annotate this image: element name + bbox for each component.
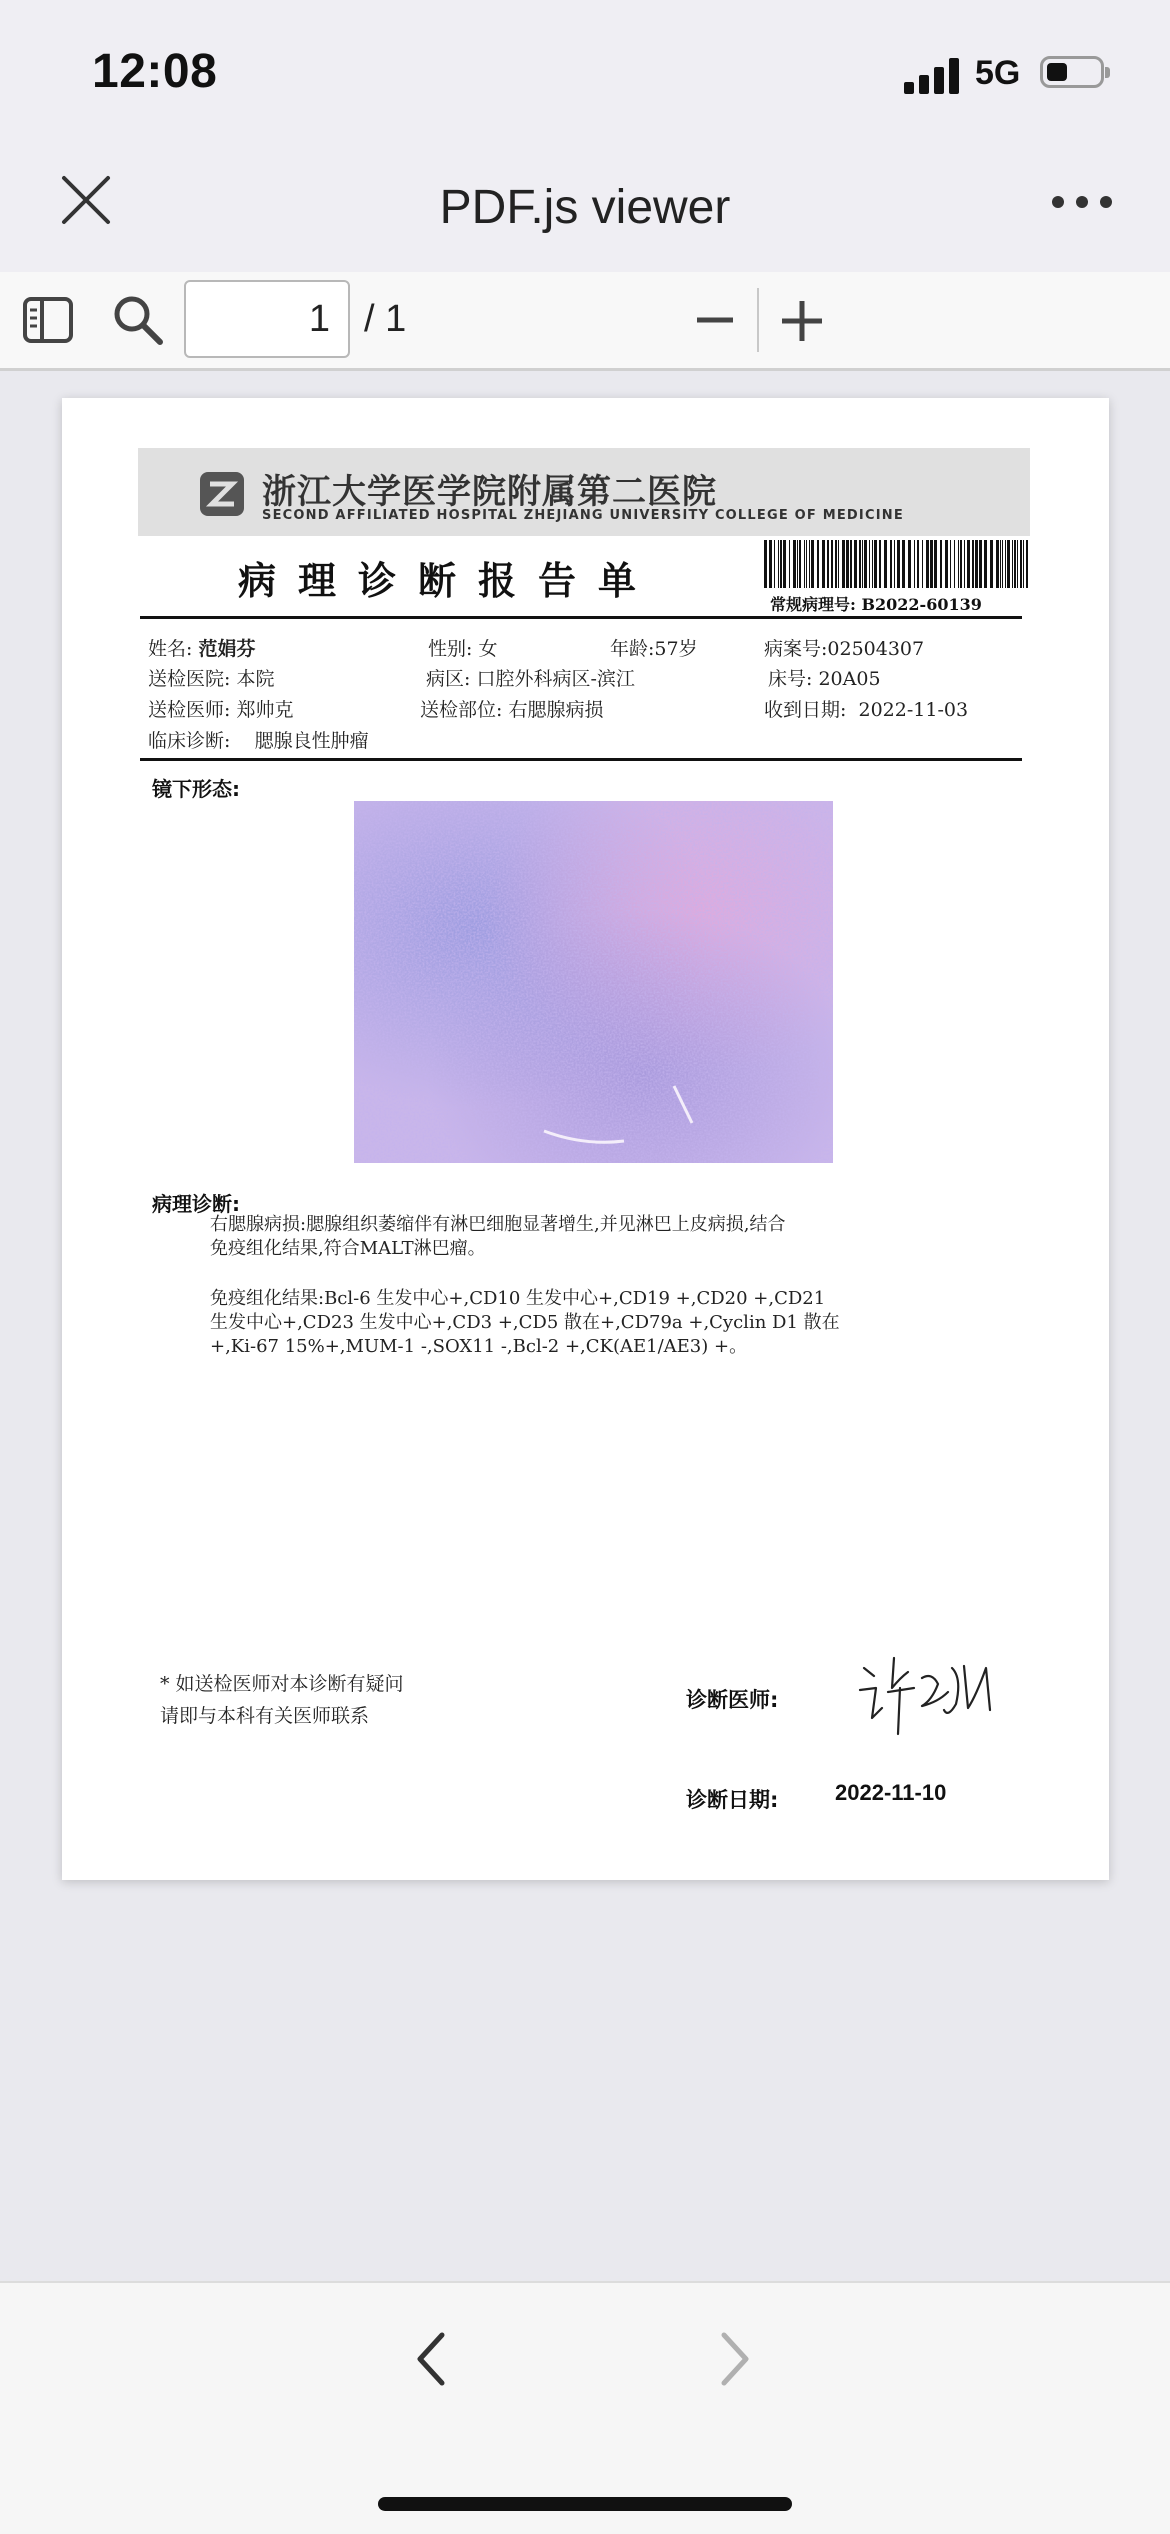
status-time: 12:08 <box>92 45 218 98</box>
barcode-bar <box>890 540 892 588</box>
pdf-toolbar <box>0 272 1170 371</box>
barcode-bar <box>879 540 881 588</box>
barcode-bar <box>1014 540 1016 588</box>
barcode-bar <box>950 540 951 588</box>
barcode <box>764 540 1030 588</box>
barcode-bar <box>806 540 807 588</box>
barcode-bar <box>797 540 798 588</box>
barcode-bar <box>908 540 911 588</box>
hospital-field <box>148 664 274 691</box>
barcode-bar <box>811 540 814 588</box>
pdf-page <box>62 398 1109 1880</box>
barcode-bar <box>914 540 915 588</box>
barcode-bar <box>902 540 905 588</box>
barcode-bar <box>804 540 805 588</box>
barcode-bar <box>1017 540 1018 588</box>
field-label: 床号: <box>768 668 813 690</box>
barcode-bar <box>967 540 970 588</box>
barcode-bar <box>930 540 933 588</box>
doctor-value: 郑帅克 <box>236 699 294 721</box>
nav-bar <box>0 140 1170 272</box>
home-indicator[interactable] <box>378 2497 792 2511</box>
barcode-bar <box>934 540 937 588</box>
sidebar-toggle-icon[interactable] <box>22 296 74 344</box>
barcode-bar <box>979 540 982 588</box>
barcode-bar <box>862 540 863 588</box>
field-label: 姓名: <box>148 638 193 660</box>
barcode-bar <box>780 540 782 588</box>
bed-field <box>768 664 881 691</box>
barcode-bar <box>838 540 839 588</box>
ihc-text <box>210 1287 940 1359</box>
age-field <box>610 634 698 661</box>
barcode-bar <box>764 540 767 588</box>
footnote-line: * 如送检医师对本诊断有疑问 <box>160 1673 404 1695</box>
barcode-bar <box>958 540 959 588</box>
barcode-bar <box>990 540 993 588</box>
divider <box>140 758 1022 761</box>
pathology-number-value: B2022-60139 <box>861 595 982 614</box>
received-date-field <box>764 695 968 722</box>
hospital-name: 浙江大学医学院附属第二医院 <box>262 472 717 512</box>
site-value: 右腮腺病损 <box>508 699 604 721</box>
field-label: 年龄: <box>610 638 655 660</box>
barcode-bar <box>1000 540 1001 588</box>
gender-value: 女 <box>478 638 498 660</box>
diagnosis-line: 免疫组化结果,符合MALT淋巴瘤。 <box>210 1238 486 1259</box>
diag-date-value: 2022-11-10 <box>835 1780 947 1805</box>
barcode-bar <box>831 540 833 588</box>
barcode-bar <box>793 540 796 588</box>
barcode-bar <box>835 540 837 588</box>
pathology-number <box>770 592 982 615</box>
patient-name-field <box>148 634 255 661</box>
doctor-field <box>148 695 293 722</box>
received-date-value: 2022-11-03 <box>858 699 969 721</box>
micro-heading: 镜下形态: <box>152 777 240 801</box>
hospital-name-en: SECOND AFFILIATED HOSPITAL ZHEJIANG UNIVERSITY COLLEGE OF MEDICINE <box>262 508 904 523</box>
barcode-bar <box>859 540 861 588</box>
barcode-bar <box>864 540 867 588</box>
barcode-bar <box>789 540 790 588</box>
field-label: 送检医院: <box>148 668 231 690</box>
field-label: 送检部位: <box>420 699 503 721</box>
barcode-bar <box>846 540 849 588</box>
ihc-line: 免疫组化结果:Bcl-6 生发中心+,CD10 生发中心+,CD19 +,CD20 +,CD21 <box>210 1288 826 1309</box>
barcode-bar <box>975 540 978 588</box>
field-label: 送检医师: <box>148 699 231 721</box>
signal-icon <box>904 56 960 94</box>
barcode-bar <box>960 540 962 588</box>
diag-date-label: 诊断日期: <box>686 1788 779 1812</box>
barcode-bar <box>1012 540 1013 588</box>
barcode-bar <box>984 540 987 588</box>
age-value: 57岁 <box>654 638 698 660</box>
barcode-bar <box>799 540 801 588</box>
barcode-bar <box>822 540 825 588</box>
patient-name: 范娟芬 <box>198 638 256 660</box>
case-number-field <box>764 634 924 661</box>
barcode-bar <box>922 540 923 588</box>
barcode-bar <box>1005 540 1006 588</box>
barcode-bar <box>1007 540 1010 588</box>
hospital-logo-icon <box>198 470 246 518</box>
barcode-bar <box>964 540 965 588</box>
pathology-number-label: 常规病理号: <box>770 595 856 614</box>
clinical-diagnosis-field <box>148 726 369 753</box>
ihc-line: 生发中心+,CD23 生发中心+,CD3 +,CD5 散在+,CD79a +,Cyclin D1 散在 <box>210 1312 840 1333</box>
field-label: 收到日期: <box>764 699 847 721</box>
barcode-bar <box>1002 540 1003 588</box>
barcode-bar <box>869 540 870 588</box>
barcode-bar <box>884 540 887 588</box>
chevron-left-icon[interactable] <box>412 2329 448 2389</box>
diag-doctor-label: 诊断医师: <box>686 1688 779 1712</box>
barcode-bar <box>1020 540 1022 588</box>
signature <box>852 1648 1002 1740</box>
hospital-banner <box>138 448 1030 536</box>
diagnosis-text <box>210 1213 940 1261</box>
hospital-value: 本院 <box>236 668 275 690</box>
status-bar <box>0 0 1170 140</box>
barcode-bar <box>917 540 919 588</box>
more-icon[interactable] <box>1052 192 1116 212</box>
footnote-line: 请即与本科有关医师联系 <box>160 1705 370 1727</box>
barcode-bar <box>778 540 779 588</box>
barcode-bar <box>854 540 857 588</box>
barcode-bar <box>774 540 775 588</box>
minus-icon[interactable] <box>694 302 736 338</box>
field-label: 性别: <box>428 638 473 660</box>
page-number-input[interactable] <box>184 280 350 358</box>
barcode-bar <box>783 540 786 588</box>
histology-image <box>354 801 833 1163</box>
site-field <box>420 695 603 722</box>
diagnosis-heading: 病理诊断: <box>152 1192 240 1216</box>
barcode-bar <box>972 540 974 588</box>
barcode-bar <box>954 540 955 588</box>
barcode-bar <box>827 540 829 588</box>
diagnosis-line: 右腮腺病损:腮腺组织萎缩伴有淋巴细胞显著增生,并见淋巴上皮病损,结合 <box>210 1214 786 1235</box>
gender-field <box>428 634 497 661</box>
ihc-line: +,Ki-67 15%+,MUM-1 -,SOX11 -,Bcl-2 +,CK(AE1/AE3) +。 <box>210 1336 748 1357</box>
battery-icon <box>1040 56 1104 88</box>
bottom-bar <box>0 2281 1170 2534</box>
clinical-diagnosis-value: 腮腺良性肿瘤 <box>254 730 369 752</box>
barcode-bar <box>897 540 900 588</box>
search-icon[interactable] <box>110 292 166 348</box>
barcode-bar <box>809 540 810 588</box>
ward-value: 口腔外科病区-滨江 <box>476 668 635 690</box>
plus-icon[interactable] <box>780 299 824 343</box>
barcode-bar <box>769 540 772 588</box>
bed-value: 20A05 <box>818 668 881 690</box>
chevron-right-icon[interactable] <box>718 2329 754 2389</box>
barcode-bar <box>874 540 877 588</box>
barcode-bar <box>1026 540 1028 588</box>
barcode-bar <box>817 540 819 588</box>
ward-field <box>426 664 635 691</box>
barcode-bar <box>1023 540 1024 588</box>
case-number-value: 02504307 <box>827 638 925 660</box>
field-label: 病案号: <box>764 638 828 660</box>
barcode-bar <box>945 540 948 588</box>
pdf-viewer-area[interactable] <box>0 371 1170 2281</box>
page-total: / 1 <box>364 298 407 340</box>
barcode-bar <box>894 540 895 588</box>
barcode-bar <box>996 540 999 588</box>
zoom-divider <box>757 288 759 352</box>
barcode-bar <box>850 540 852 588</box>
barcode-bar <box>872 540 873 588</box>
report-title: 病理诊断报告单 <box>238 559 659 603</box>
network-label: 5G <box>975 54 1021 92</box>
barcode-bar <box>842 540 845 588</box>
field-label: 病区: <box>426 668 471 690</box>
barcode-bar <box>940 540 942 588</box>
field-label: 临床诊断: <box>148 730 231 752</box>
footnote <box>160 1668 404 1732</box>
divider <box>140 616 1022 619</box>
barcode-bar <box>926 540 929 588</box>
page-title: PDF.js viewer <box>439 181 731 234</box>
